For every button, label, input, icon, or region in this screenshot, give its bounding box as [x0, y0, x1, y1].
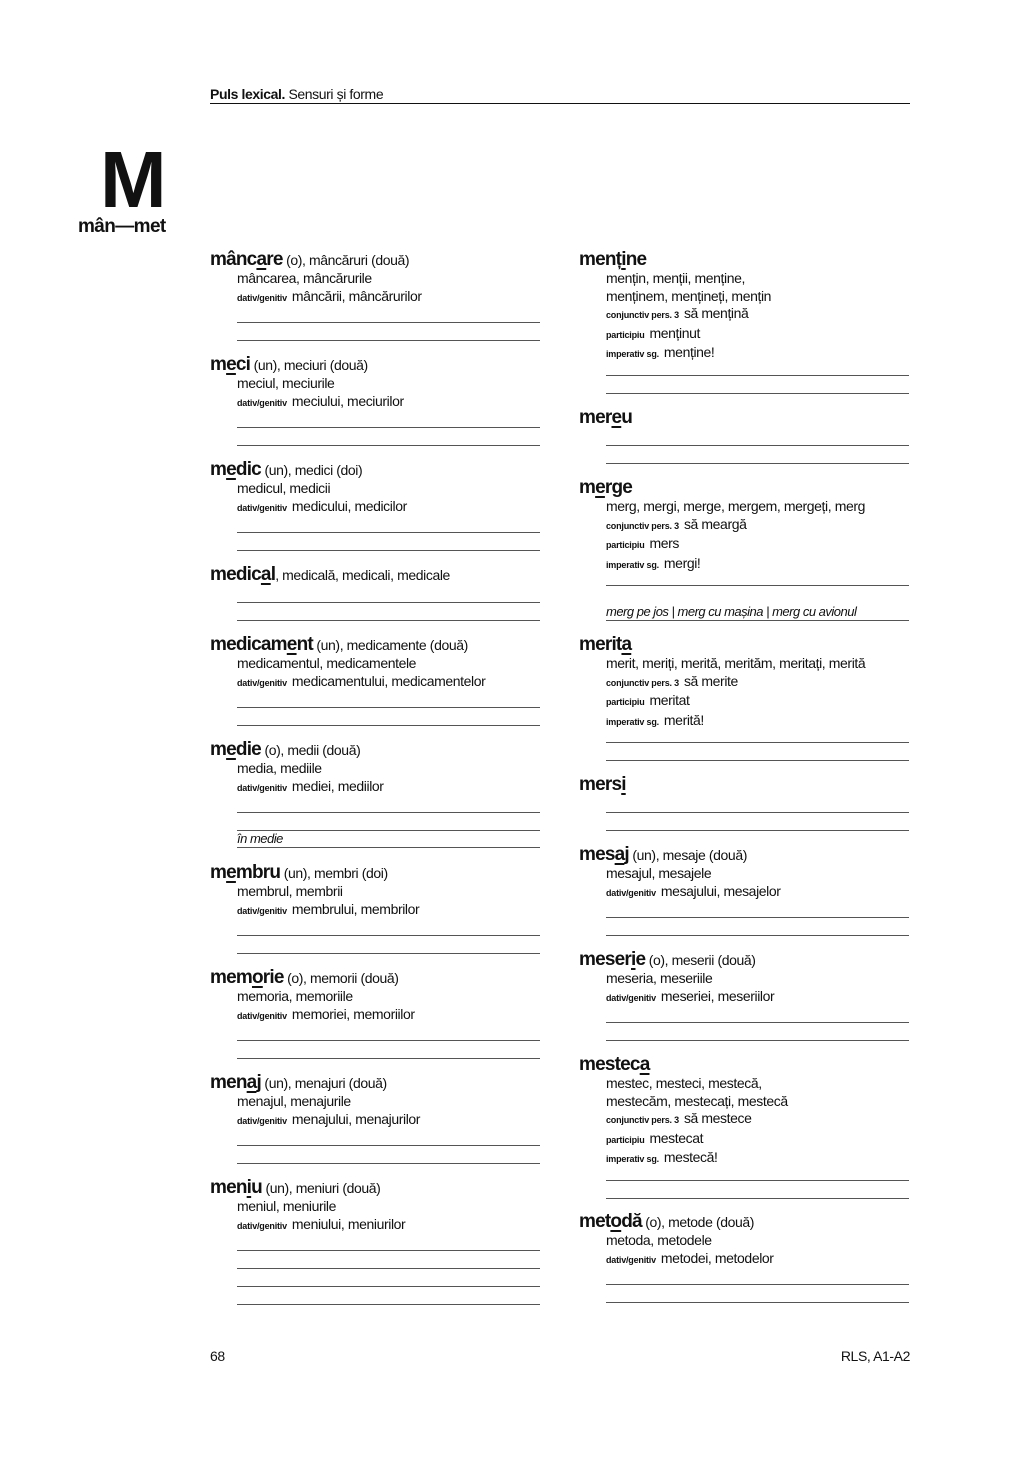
entry-memorie [210, 968, 540, 1025]
conjunctive: conjunctiv pers. 3 să meargă [606, 515, 747, 532]
dative-genitive: dativ/genitiv medicamentului, medicamentelor [237, 672, 486, 689]
section-letter: M [100, 135, 165, 224]
page-number: 68 [210, 1348, 225, 1364]
lemma: mâncare [210, 249, 283, 270]
entry-meniu [210, 1178, 540, 1235]
lemma: meci [210, 354, 251, 375]
forms: mesajul, mesajele [606, 865, 712, 881]
lemma: merge [579, 477, 633, 498]
dative-genitive: dativ/genitiv meseriei, meseriilor [606, 987, 775, 1004]
header-title: Puls lexical. [210, 86, 285, 102]
lemma: medie [210, 739, 261, 760]
entry-metoda [579, 1212, 909, 1269]
entry-mereu [579, 408, 909, 428]
lemma: mersi [579, 774, 626, 795]
lemma: medical [210, 564, 276, 585]
grammar: (o), metode (două) [641, 1214, 755, 1230]
entry-membru [210, 863, 540, 920]
entry-merita [579, 635, 909, 731]
imperative: imperativ sg. menține! [606, 344, 715, 360]
lemma: meniu [210, 1177, 262, 1198]
participle: participiu menținut [606, 324, 701, 341]
forms-2: menținem, mențineți, mențin [606, 287, 772, 304]
participle: participiu mestecat [606, 1129, 704, 1146]
forms: mestec, mesteci, mestecă, [606, 1075, 762, 1091]
lemma: medicament [210, 634, 313, 655]
writing-lines [237, 427, 540, 463]
dative-genitive: dativ/genitiv metodei, metodelor [606, 1249, 774, 1266]
writing-lines [237, 602, 540, 638]
grammar: (un), membri (doi) [280, 865, 388, 881]
writing-lines [237, 935, 540, 971]
entry-head [210, 863, 540, 883]
writing-lines [237, 1145, 540, 1181]
grammar: (o), medii (două) [260, 742, 361, 758]
imperative: imperativ sg. mergi! [606, 554, 701, 571]
entry-head [579, 950, 909, 970]
lemma: menaj [210, 1072, 261, 1093]
writing-lines [606, 585, 909, 603]
entry-head [210, 460, 540, 480]
entry-menaj [210, 1073, 540, 1130]
grammar: (o), mâncăruri (două) [282, 252, 410, 268]
entry-head [210, 250, 540, 270]
lemma: medic [210, 459, 261, 480]
lemma: menține [579, 249, 647, 270]
entry-meci [210, 355, 540, 412]
participle: participiu meritat [606, 692, 690, 708]
grammar: (un), meniuri (două) [261, 1180, 381, 1196]
lemma: membru [210, 862, 281, 883]
entry-head [210, 1073, 540, 1093]
writing-lines [606, 917, 909, 953]
dative-genitive: dativ/genitiv memoriei, memoriilor [237, 1005, 415, 1022]
entry-head [210, 1178, 540, 1198]
forms-2: mestecăm, mestecați, mestecă [606, 1092, 788, 1109]
dative-genitive: dativ/genitiv membrului, membrilor [237, 900, 420, 917]
lemma: memorie [210, 967, 284, 988]
writing-lines [606, 445, 909, 481]
entry-head [210, 740, 540, 760]
imperative: imperativ sg. mestecă! [606, 1149, 718, 1165]
entry-head [579, 635, 909, 655]
entry-medical [210, 565, 540, 585]
forms: meseria, meseriile [606, 970, 713, 986]
dative-genitive: dativ/genitiv meniului, meniurilor [237, 1215, 406, 1232]
imperative: imperativ sg. merită! [606, 711, 704, 728]
entry-mancare [210, 250, 540, 307]
writing-lines [606, 1284, 909, 1320]
entry-head [210, 968, 540, 988]
forms: membrul, membrii [237, 883, 343, 899]
entry-mersi [579, 775, 909, 795]
entry-medicament [210, 635, 540, 692]
writing-lines [237, 532, 540, 568]
writing-lines [606, 1022, 909, 1058]
writing-lines [606, 375, 909, 411]
entry-head [579, 250, 909, 270]
forms: media, mediile [237, 760, 322, 776]
header-subtitle: Sensuri și forme [284, 86, 384, 102]
entry-medic [210, 460, 540, 517]
dative-genitive: dativ/genitiv menajului, menajurilor [237, 1110, 421, 1127]
forms: mențin, menții, menține, [606, 270, 746, 286]
lemma: merita [579, 634, 632, 655]
writing-lines [237, 1250, 540, 1322]
phrase: merg pe jos | merg cu mașina | merg cu avionul [606, 604, 909, 621]
book-code: RLS, A1-A2 [840, 1348, 910, 1364]
writing-lines [606, 742, 909, 778]
lemma: mesaj [579, 844, 629, 865]
dative-genitive: dativ/genitiv mediei, mediilor [237, 777, 384, 794]
forms: merg, mergi, merge, mergem, mergeți, merg [606, 498, 866, 514]
page-header [210, 86, 910, 104]
section-range: mân—met [78, 216, 166, 237]
entry-head [210, 565, 540, 585]
conjunctive: conjunctiv pers. 3 să mestece [606, 1110, 752, 1126]
grammar: , medicală, medicali, medicale [275, 567, 450, 583]
dative-genitive: dativ/genitiv meciului, meciurilor [237, 392, 404, 409]
writing-lines [237, 707, 540, 743]
lemma: mereu [579, 407, 633, 428]
entry-head [579, 845, 909, 865]
writing-lines [237, 322, 540, 358]
entry-meserie [579, 950, 909, 1007]
entry-mesteca [579, 1055, 909, 1169]
conjunctive: conjunctiv pers. 3 să merite [606, 672, 738, 689]
dative-genitive: dativ/genitiv medicului, medicilor [237, 497, 407, 514]
entry-head [579, 775, 909, 795]
forms: medicamentul, medicamentele [237, 655, 417, 671]
conjunctive: conjunctiv pers. 3 să mențină [606, 305, 749, 321]
forms: merit, meriți, merită, merităm, meritați, merită [606, 655, 866, 671]
lemma: mesteca [579, 1054, 650, 1075]
lemma: meserie [579, 949, 646, 970]
dative-genitive: dativ/genitiv mesajului, mesajelor [606, 882, 781, 899]
writing-lines [237, 1040, 540, 1076]
phrase: în medie [237, 831, 540, 848]
forms: medicul, medicii [237, 480, 331, 496]
entry-medie [210, 739, 540, 846]
entry-head [579, 1055, 909, 1075]
entry-head [210, 355, 540, 375]
forms: meciul, meciurile [237, 375, 335, 391]
writing-lines [606, 812, 909, 848]
entry-mesaj [579, 845, 909, 902]
dative-genitive: dativ/genitiv mâncării, mâncărurilor [237, 287, 422, 304]
grammar: (un), medicamente (două) [312, 637, 468, 653]
forms: meniul, meniurile [237, 1198, 337, 1214]
forms: memoria, memoriile [237, 988, 353, 1004]
grammar: (un), mesaje (două) [628, 847, 747, 863]
writing-lines [606, 1180, 909, 1216]
grammar: (o), memorii (două) [283, 970, 399, 986]
entry-head [579, 478, 909, 498]
lemma: metodă [579, 1211, 642, 1232]
grammar: (o), meserii (două) [645, 952, 756, 968]
entry-mentine [579, 250, 909, 364]
grammar: (un), meciuri (două) [250, 357, 368, 373]
forms: menajul, menajurile [237, 1093, 351, 1109]
grammar: (un), menajuri (două) [260, 1075, 387, 1091]
entry-head [579, 1212, 909, 1232]
participle: participiu mers [606, 535, 680, 551]
entry-merge [579, 477, 909, 619]
forms: mâncarea, mâncărurile [237, 270, 372, 286]
grammar: (un), medici (doi) [260, 462, 363, 478]
entry-head [579, 408, 909, 428]
entry-head [210, 635, 540, 655]
forms: metoda, metodele [606, 1232, 712, 1248]
